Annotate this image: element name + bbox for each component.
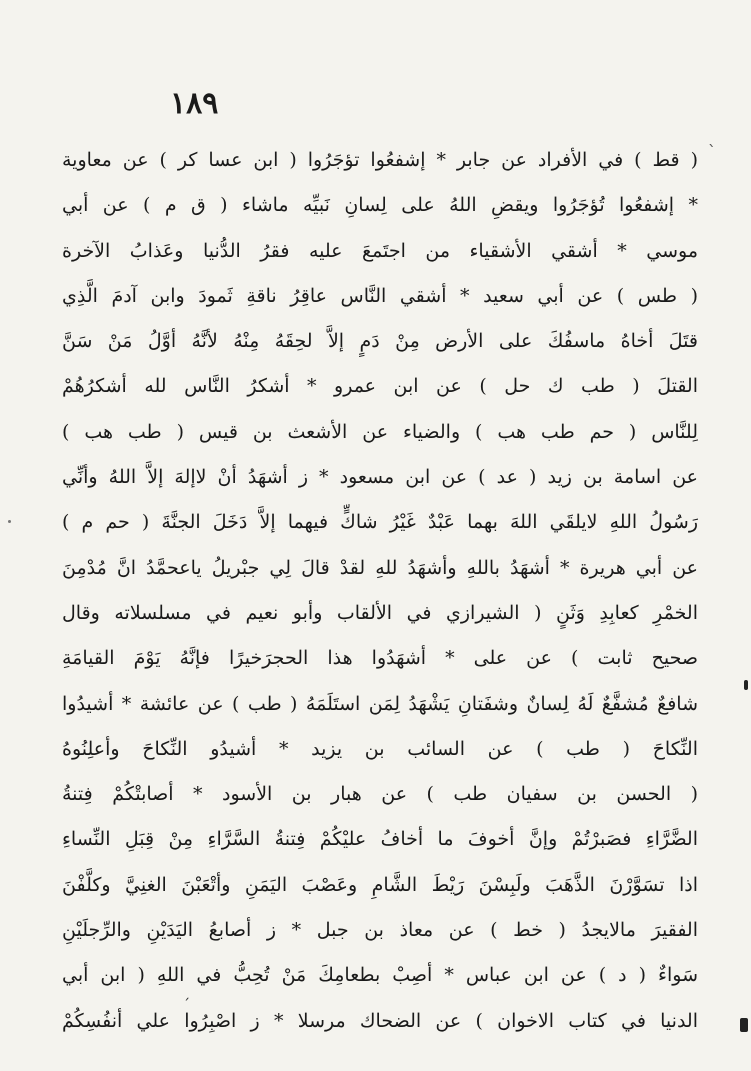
text-line: ( طس ) عن أبي سعيد * أشقي النَّاس عاقِرُ ناقةِ ثَمودَ وابن آدمَ الَّذِي [62,284,698,307]
text-line: اذا تسَوَّرْنَ الذَّهَبَ ولَبِسْنَ رَيْطَ الشَّامِ وعَصْبَ اليَمَنِ وأتْعَبْنَ الغنِيَّ وكلَّفْنَ [62,873,698,896]
edge-scan-mark [8,520,11,523]
text-line: * إشفعُوا تُؤجَرُوا ويقضِ اللهُ على لِسانِ نَبيِّه ماشاء ( ق م ) عن أبي [62,194,698,217]
text-line: عن أبي هريرة * أشهَدُ باللهِ وأشهَدُ للهِ لقدْ قالَ لِي جبْريلُ ياعحمَّدُ انَّ مُدْمِنَ [62,556,698,579]
text-line: موسي * أشقي الأشقياء من اجتَمعَ عليه فقرُ الدُّنيا وعَذابُ الآخرة [62,239,698,262]
text-line: عن اسامة بن زيد ( عد ) عن ابن مسعود * ز أشهَدُ أنْ لاإلهَ إلاَّ اللهُ وأنِّي [62,466,698,489]
bottom-tick: ˏ [183,985,190,1001]
text-line: رَسُولُ اللهِ لايلقَي اللهَ بهما عَبْدٌ غَيْرُ شاكٍّ فيهما إلاَّ دَخَلَ الجنَّةَ ( حم م ) [62,511,698,534]
text-line: لِلنَّاس ( حم طب هب ) والضياء عن الأشعث بن قيس ( طب هب ) [62,420,698,443]
text-line: قتَلَ أخاهُ ماسفُكَ على الأرض مِنْ دَمٍ إلاَّ لحِقَهُ مِنْهُ لأنَّهُ أوَّلُ مَنْ سَنَّ [62,330,698,353]
text-line: سَواءٌ ( د ) عن ابن عباس * أصِبْ بطعامِكَ مَنْ تُحِبُّ في اللهِ ( ابن أبي [62,964,698,987]
text-line: ( الحسن بن سفيان طب ) عن هبار بن الأسود * أصابتْكُمْ فِتنةُ [62,783,698,806]
text-line: الدنيا في كتاب الاخوان ) عن الضحاك مرسلا * ز اصْبِرُوا علي أنفُسِكُمْ [62,1009,698,1032]
page-number: ١٨٩ [170,86,219,121]
text-line: ( قط ) في الأفراد عن جابر * إشفعُوا تؤجَرُوا ( ابن عسا كر ) عن معاوية [62,149,698,171]
text-line: القتلَ ( طب ك حل ) عن ابن عمرو * أشكرُ النَّاس لله أشكرُهُمْ [62,375,698,398]
hadith-text-block [62,138,698,1044]
text-line: الضَّرَّاءِ فصَبرْتُمْ وإنَّ أخوفَ ما أخافُ عليْكُمْ فِتنةُ السَّرَّاءِ مِنْ قِبَلِ النِّساءِ [62,828,698,851]
edge-scan-mark [744,680,748,690]
corner-mark: ˎ [708,128,716,147]
text-line: الخمْرِ كعابِدِ وَثَنٍ ( الشيرازي في الألقاب وأبو نعيم في مسلسلاته وقال [62,601,698,624]
text-line: شافعٌ مُشفَّعٌ لَهُ لِسانٌ وشفَتانِ يَشْهَدُ لِمَن استَلَمَهُ ( طب ) عن عائشة * أشيدُوا [62,692,698,715]
text-line: النِّكاحَ ( طب ) عن السائب بن يزيد * أشيدُو النِّكاحَ وأعلِنُوهُ [62,737,698,760]
edge-scan-mark [740,1018,748,1032]
text-line: الفقيرَ مالايجدُ ( خط ) عن معاذ بن جبل * ز أصابعُ اليَدَيْنِ والرِّجلَيْنِ [62,919,698,942]
text-line: صحيح ثابت ) عن على * أشهَدُوا هذا الحجرَخيرًا فإنَّهُ يَوْمَ القيامَةِ [62,647,698,670]
